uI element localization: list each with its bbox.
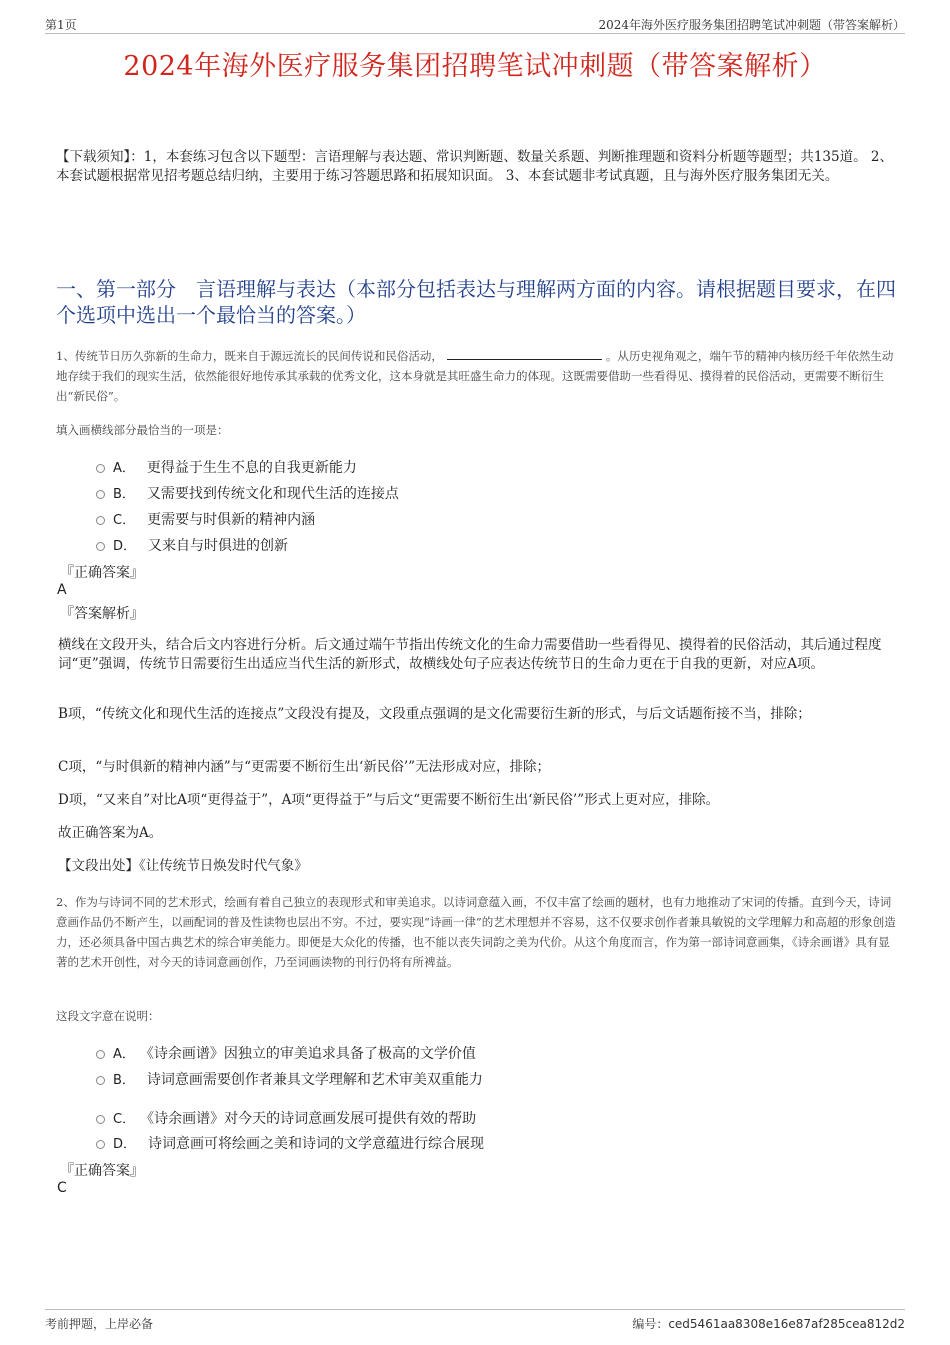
download-notice: 【下载须知】：1，本套练习包含以下题型：言语理解与表达题、常识判断题、数量关系题、判断推理题和资料分析题等题型；共135道。 2、本套试题根据常见招考题总结归纳，主要用于练习答题思路和拓展知识面。 3、本套试题非考试真题，且与海外医疗服务集团无关。 — [56, 149, 893, 184]
question-1-option-a[interactable]: A． 更得益于生生不息的自我更新能力 — [96, 457, 357, 477]
question-1-option-c[interactable]: C． 更需要与时俱新的精神内涵 — [96, 509, 315, 529]
analysis-paragraph: B项，“传统文化和现代生活的连接点”文段没有提及，文段重点强调的是文化需要衍生新的形式，与后文话题衔接不当，排除； — [58, 706, 811, 722]
question-2-answer-label: 『正确答案』 — [60, 1163, 144, 1179]
page-footer — [45, 1309, 905, 1335]
question-1-text-before: 1、传统节日历久弥新的生命力，既来自于源远流长的民间传说和民俗活动， — [56, 349, 443, 363]
question-2-text: 2、作为与诗词不同的艺术形式，绘画有着自己独立的表现形式和审美追求。以诗词意蕴入画，不仅丰富了绘画的题材，也有力地推动了宋词的传播。直到今天，诗词意画作品仍不断产生，以画配词的普及性读物也层出不穷。不过，要实现“诗画一律”的艺术理想并不容易，这不仅要求创作者兼具敏锐的文学理解力和高超的形象创造力，还必须具备中国古典艺术的综合审美能力。即便是大众化的传播，也不能以丧失词韵之美为代价。从这个角度而言，作为第一部诗词意画集，《诗余画谱》具有显著的艺术开创性，对今天的诗词意画创作，乃至词画读物的刊行仍将有所裨益。 — [56, 895, 896, 969]
analysis-conclusion: 故正确答案为A。 — [58, 825, 163, 841]
question-1-answer: A — [57, 582, 67, 598]
header-doc-title: 2024年海外医疗服务集团招聘笔试冲刺题（带答案解析） — [598, 18, 905, 32]
fill-blank — [447, 348, 602, 360]
analysis-paragraph: 横线在文段开头，结合后文内容进行分析。后文通过端午节指出传统文化的生命力需要借助一些看得见、摸得着的民俗活动，其后通过程度词“更”强调，传统节日需要衍生出适应当代生活的新形式，故横线处句子应表达传统节日的生命力更在于自我的更新，对应A项。 — [58, 637, 882, 672]
page-title: 2024年海外医疗服务集团招聘笔试冲刺题（带答案解析） — [123, 51, 827, 82]
analysis-paragraph: D项，“又来自”对比A项“更得益于”，A项“更得益于”与后文“更需要不断衍生出‘新民俗’”形式上更对应，排除。 — [58, 792, 720, 808]
question-1-text-after: 。从历史视角观之，端午节的精神内核历经千年依然生动地存续于我们的现实生活，依然能很好地传承其承载的优秀文化，这本身就是其旺盛生命力的体现。这既需要借助一些看得见、摸得着的民俗活动，更需要不断衍生出“新民俗”。 — [56, 349, 894, 403]
radio-icon[interactable] — [96, 464, 105, 473]
footer-code: 编号：ced5461aa8308e16e87af285cea812d2 — [632, 1317, 905, 1331]
question-1-prompt: 填入画横线部分最恰当的一项是： — [56, 423, 229, 437]
question-2-prompt: 这段文字意在说明： — [56, 1009, 160, 1023]
question-1-answer-label: 『正确答案』 — [60, 565, 144, 581]
page-header — [45, 14, 905, 34]
radio-icon[interactable] — [96, 1050, 105, 1059]
question-1-option-b[interactable]: B． 又需要找到传统文化和现代生活的连接点 — [96, 483, 399, 503]
radio-icon[interactable] — [96, 490, 105, 499]
question-1-text — [56, 346, 898, 406]
question-2-option-d[interactable]: D． 诗词意画可将绘画之美和诗词的文学意蕴进行综合展现 — [96, 1133, 484, 1153]
radio-icon[interactable] — [96, 1140, 105, 1149]
question-2-option-c[interactable]: C． 《诗余画谱》对今天的诗词意画发展可提供有效的帮助 — [96, 1108, 476, 1128]
passage-source: 【文段出处】《让传统节日焕发时代气象》 — [58, 858, 308, 874]
question-1-analysis-label: 『答案解析』 — [60, 606, 144, 622]
page-number: 第1页 — [45, 18, 77, 32]
section-heading: 一、第一部分 言语理解与表达（本部分包括表达与理解两方面的内容。请根据题目要求，在四个选项中选出一个最恰当的答案。） — [56, 277, 896, 327]
question-2-option-b[interactable]: B． 诗词意画需要创作者兼具文学理解和艺术审美双重能力 — [96, 1069, 483, 1089]
radio-icon[interactable] — [96, 1115, 105, 1124]
analysis-paragraph: C项，“与时俱新的精神内涵”与“更需要不断衍生出‘新民俗’”无法形成对应，排除； — [58, 759, 551, 775]
question-1-option-d[interactable]: D． 又来自与时俱进的创新 — [96, 535, 288, 555]
footer-slogan: 考前押题，上岸必备 — [45, 1317, 154, 1331]
radio-icon[interactable] — [96, 542, 105, 551]
radio-icon[interactable] — [96, 516, 105, 525]
radio-icon[interactable] — [96, 1076, 105, 1085]
question-2-option-a[interactable]: A． 《诗余画谱》因独立的审美追求具备了极高的文学价值 — [96, 1043, 476, 1063]
question-2-answer: C — [57, 1180, 67, 1196]
